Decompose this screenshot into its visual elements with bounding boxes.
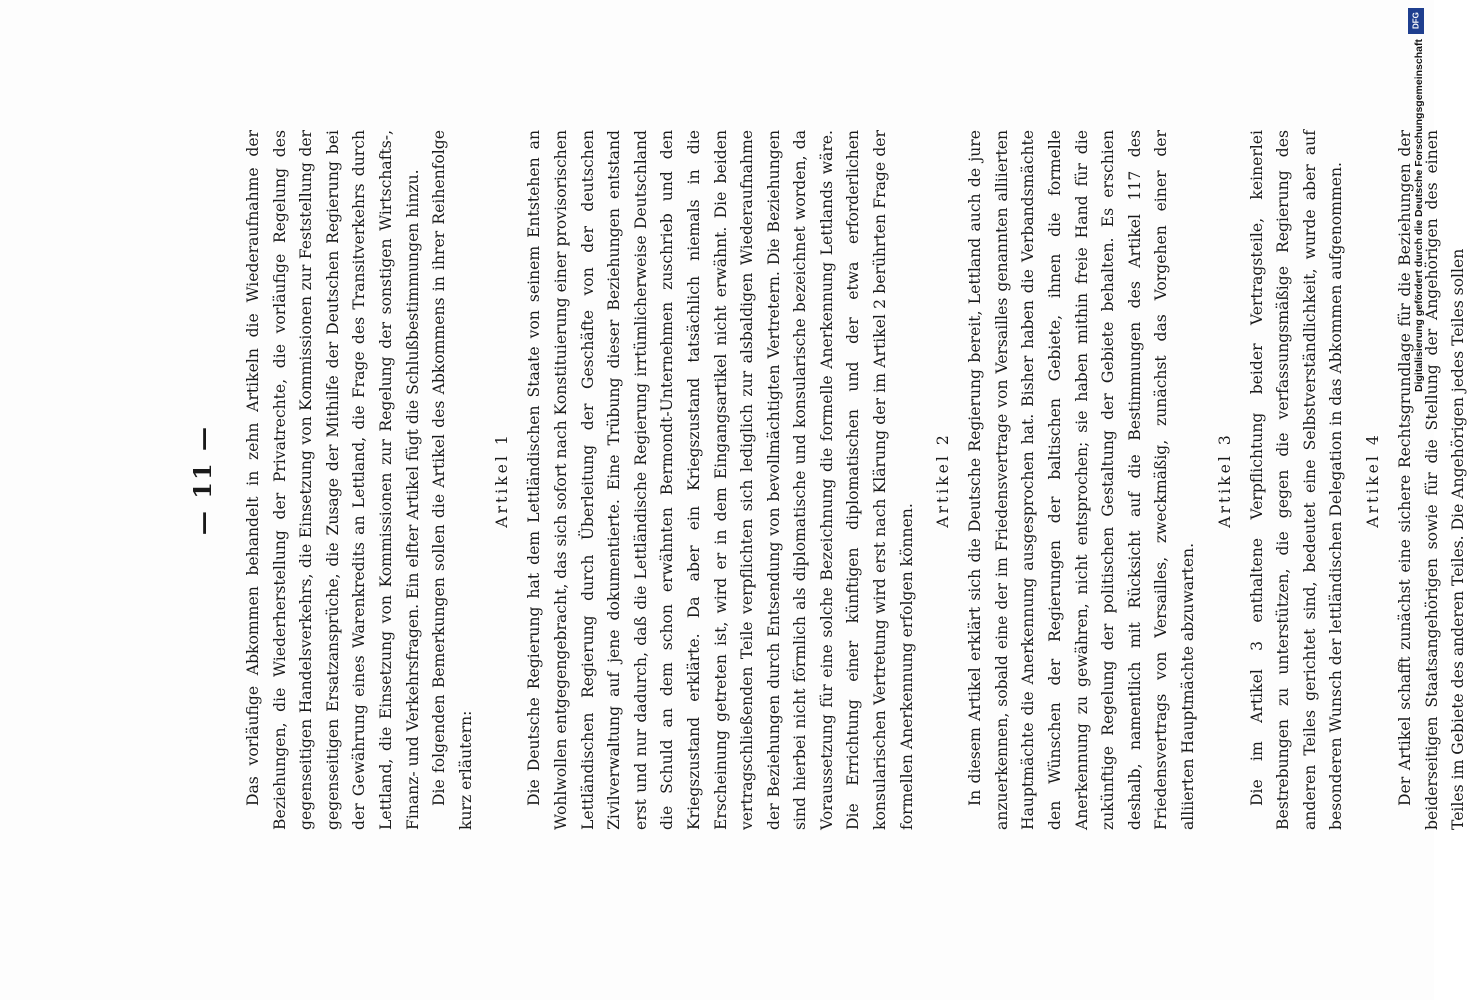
- digitization-credit: Digitalisierung gefördert durch die Deutsche Forschungsgemeinschaft: [1413, 39, 1425, 392]
- article-paragraph: In diesem Artikel erklärt sich die Deutsche Regierung bereit, Lettland auch de jure anzuerkennen, sobald eine der im Friedensvertrage von Versailles genannten alliierten Hauptmächte die Anerkennung ausgesprochen hat. Bisher haben die Verbandsmächte den Wünschen der Regierungen der baltischen Gebiete, ihnen die formelle Anerkennung zu gewähren, nicht entsprochen; sie haben mithin freie Hand für die zukünftige Regelung der politischen Gestaltung der Gebiete behalten. Es erschien deshalb, namentlich mit Rücksicht auf die Bestimmungen des Artikel 117 des Friedensvertrags von Versailles, zweckmäßig, zunächst das Vorgehen einer der alliierten Hauptmächte abzuwarten.: [966, 130, 1197, 830]
- article-paragraph: Die Deutsche Regierung hat dem Lettländischen Staate von seinem Entstehen an Wohlwollen entgegengebracht, das sich sofort nach Konstituierung einer provisorischen Lettländischen Regierung durch Überleitung der Geschäfte von der deutschen Zivilverwaltung auf jene dokumentierte. Eine Trübung dieser Beziehungen entstand erst und nur dadurch, daß die Lettländische Regierung irrtümlicherweise Deutschland die Schuld an dem schon erwähnten Bermondt-Unternehmen zuschrieb und den Kriegszustand erklärte. Da aber ein Kriegszustand tatsächlich niemals in die Erscheinung getreten ist, wird er in dem Eingangsartikel nicht erwähnt. Die beiden vertragschließenden Teile verpflichten sich lediglich zur alsbaldigen Wiederaufnahme der Beziehungen durch Entsendung von bevollmächtigten Vertretern. Die Beziehungen sind hierbei nicht förmlich als diplomatische und konsularische bezeichnet worden, da Voraussetzung für eine solche Bezeichnung die formelle Anerkennung Lettlands wäre. Die Errichtung einer künftigen diplomatischen und der etwa erforderlichen konsularischen Vertretung wird erst nach Klärung der im Artikel 2 berührten Frage der formellen Anerkennung erfolgen können.: [525, 130, 916, 830]
- digitization-sidebar: [1404, 0, 1434, 1000]
- article-title: Artikel 2: [934, 432, 953, 528]
- article-title: Artikel 4: [1363, 432, 1382, 528]
- article-paragraph: Die im Artikel 3 enthaltene Verpflichtung beider Vertragsteile, keinerlei Bestrebungen zu unterstützen, die gegen die verfassungsmäßige Regierung des anderen Teiles gerichtet sind, bedeutet eine Selbstverständlichkeit, wurde aber auf besonderen Wunsch der lettländischen Delegation in das Abkommen aufgenommen.: [1247, 130, 1346, 830]
- article-paragraph: Der Artikel schafft zunächst eine sichere Rechtsgrundlage für die Beziehungen der beiderseitigen Staatsangehörigen sowie für die Stellung der Angehörigen des einen Teiles im Gebiete des anderen Teiles. Die Angehörigen jedes Teiles sollen: [1395, 130, 1468, 830]
- page-number-header: — 11 —: [188, 424, 217, 536]
- intro-paragraph: Die folgenden Bemerkungen sollen die Artikel des Abkommens in ihrer Reihenfolge kurz erläutern:: [430, 130, 475, 830]
- article-title: Artikel 1: [493, 432, 512, 528]
- article-title: Artikel 3: [1215, 432, 1234, 528]
- dfg-logo: DFG: [1408, 8, 1424, 34]
- intro-paragraph: Das vorläufige Abkommen behandelt in zehn Artikeln die Wiederaufnahme der Beziehungen, die Wiederherstellung der Privatrechte, die vorläufige Regelung des gegenseitigen Handelsverkehrs, die Einsetzung von Kommissionen zur Feststellung der gegenseitigen Ersatzansprüche, die Zusage der Mithilfe der Deutschen Regierung bei der Gewährung eines Warenkredits an Lettland, die Frage des Transitverkehrs durch Lettland, die Einsetzung von Kommissionen zur Regelung der sonstigen Wirtschafts-, Finanz- und Verkehrsfragen. Ein elfter Artikel fügt die Schlußbestimmungen hinzu.: [244, 130, 422, 830]
- document-body: [240, 130, 1472, 830]
